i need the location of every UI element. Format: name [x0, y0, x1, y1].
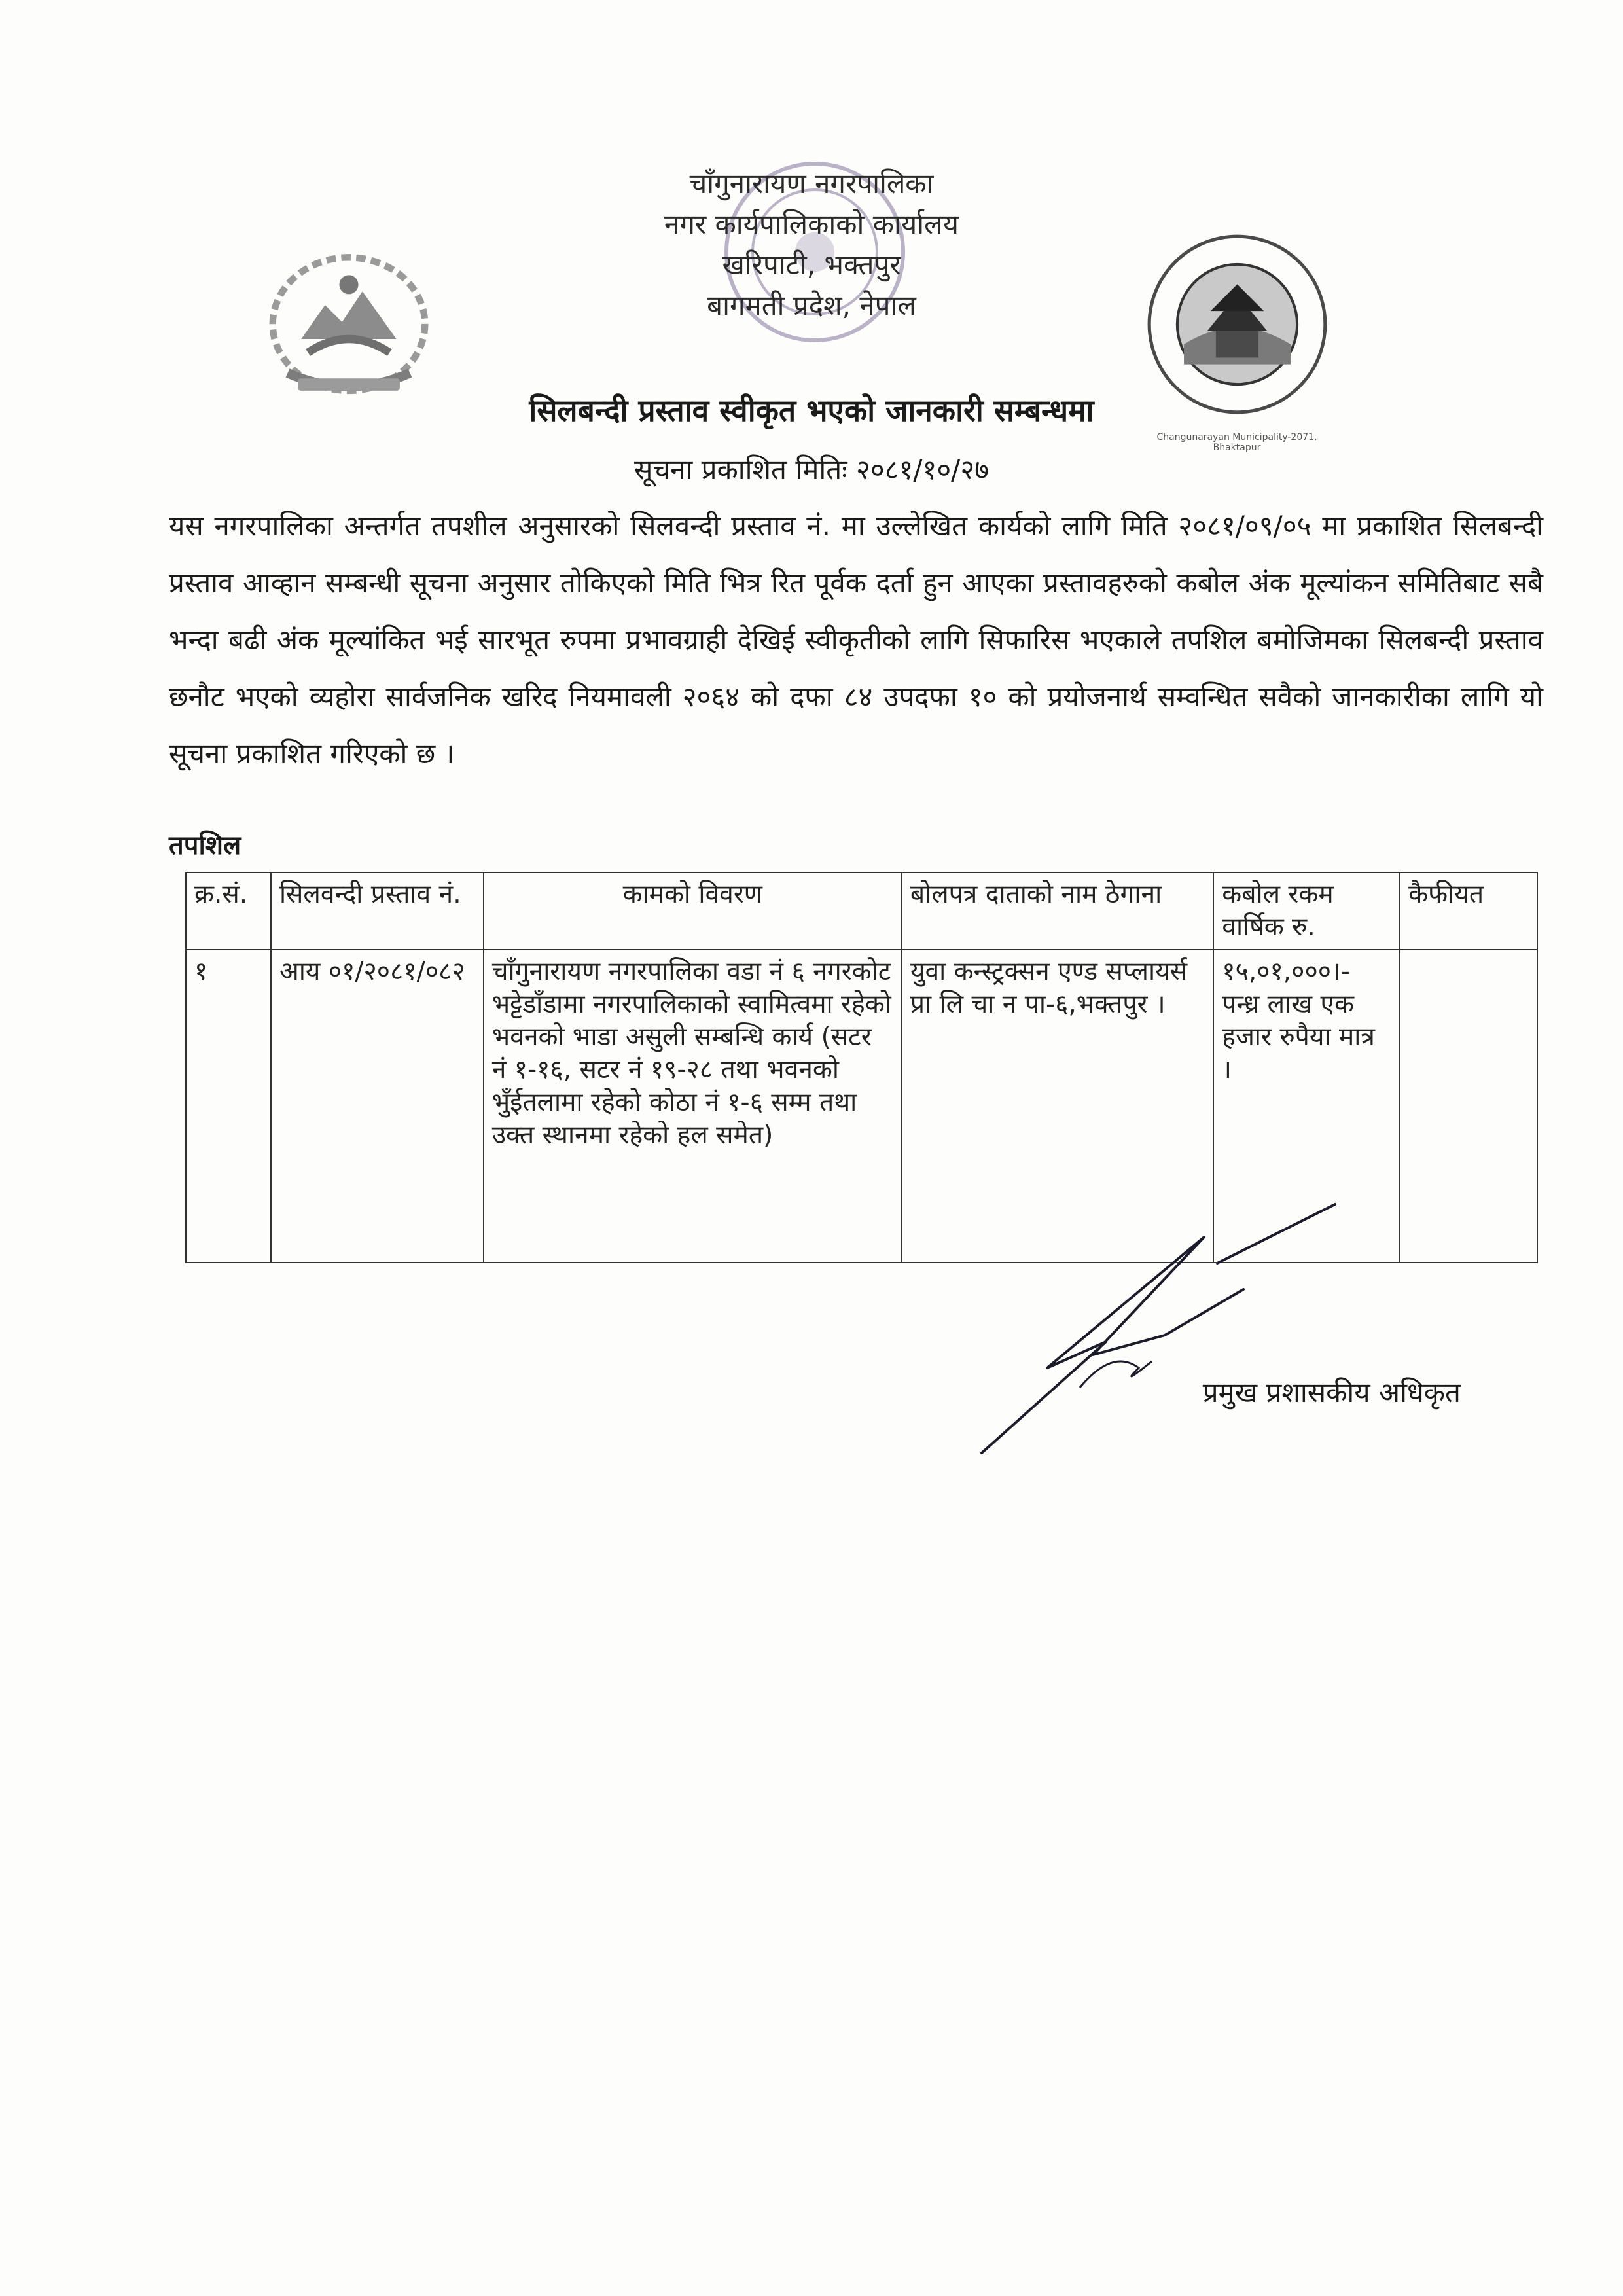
notice-subject: सिलबन्दी प्रस्ताव स्वीकृत भएको जानकारी सम्बन्धमा: [529, 393, 1094, 428]
publication-date: सूचना प्रकाशित मितिः २०८१/१०/२७: [633, 454, 990, 486]
header-province: बागमती प्रदेश, नेपाल: [707, 289, 916, 321]
notice-body: यस नगरपालिका अन्तर्गत तपशील अनुसारको सिलवन्दी प्रस्ताव नं. मा उल्लेखित कार्यको लागि मिति २०८१/०९/०५ मा प्रकाशित सिलबन्दी प्रस्ताव आव्हान सम्बन्धी सूचना अनुसार तोकिएको मिति भित्र रित पूर्वक दर्ता हुन आएका प्रस्तावहरुको कबोल अंक मूल्यांकन समितिबाट सबै भन्दा बढी अंक मूल्यांकित भई सारभूत रुपमा प्रभावग्राही देखिई स्वीकृतीको लागि सिफारिस भएकाले तपशिल बमोजिमका सिलबन्दी प्रस्ताव छनौट भएको व्यहोरा सार्वजनिक खरिद नियमावली २०६४ को दफा ८४ उपदफा १० को प्रयोजनार्थ सम्वन्धित सवैको जानकारीका लागि यो सूचना प्रकाशित गरिएको छ ।: [169, 510, 1543, 770]
cell-description: चाँगुनारायण नगरपालिका वडा नं ६ नगरकोट भट्टेडाँडामा नगरपालिकाको स्वामित्वमा रहेको भवनको भाडा असुली सम्बन्धि कार्य (सटर नं १-१६, सटर नं १९-२८ तथा भवनको भुँईतलामा रहेको कोठा नं १-६ सम्म तथा उक्त स्थानमा रहेको हल समेत): [484, 950, 902, 1263]
col-header-description: कामको विवरण: [484, 872, 902, 950]
col-header-sn: क्र.सं.: [186, 872, 271, 950]
office-header: [0, 164, 1623, 326]
cell-sn: १: [186, 950, 271, 1263]
cell-remarks: [1400, 950, 1537, 1263]
header-office: नगर कार्यपालिकाको कार्यालय: [664, 208, 959, 240]
signatory-title: प्रमुख प्रशासकीय अधिकृत: [1202, 1376, 1461, 1408]
col-header-amount: कबोल रकम वार्षिक रु.: [1213, 872, 1400, 950]
cell-bidder: युवा कन्स्ट्रक्सन एण्ड सप्लायर्स प्रा लि चा न पा-६,भक्तपुर ।: [902, 950, 1213, 1263]
signature-icon: [969, 1191, 1361, 1466]
header-location: खरिपाटी, भक्तपुर: [722, 249, 901, 281]
table-header-row: [186, 872, 1537, 950]
municipality-logo-text: Changunarayan Municipality-2071, Bhaktapur: [1156, 432, 1317, 453]
col-header-remarks: कैफीयत: [1400, 872, 1537, 950]
col-header-bidder: बोलपत्र दाताको नाम ठेगाना: [902, 872, 1213, 950]
details-label: तपशिल: [169, 831, 241, 861]
cell-proposal-no: आय ०१/२०८१/०८२: [271, 950, 484, 1263]
col-header-proposal-no: सिलवन्दी प्रस्ताव नं.: [271, 872, 484, 950]
header-municipality: चाँगुनारायण नगरपालिका: [689, 168, 934, 200]
cell-amount: १५,०१,०००।- पन्ध्र लाख एक हजार रुपैया मात्र ।: [1213, 950, 1400, 1263]
